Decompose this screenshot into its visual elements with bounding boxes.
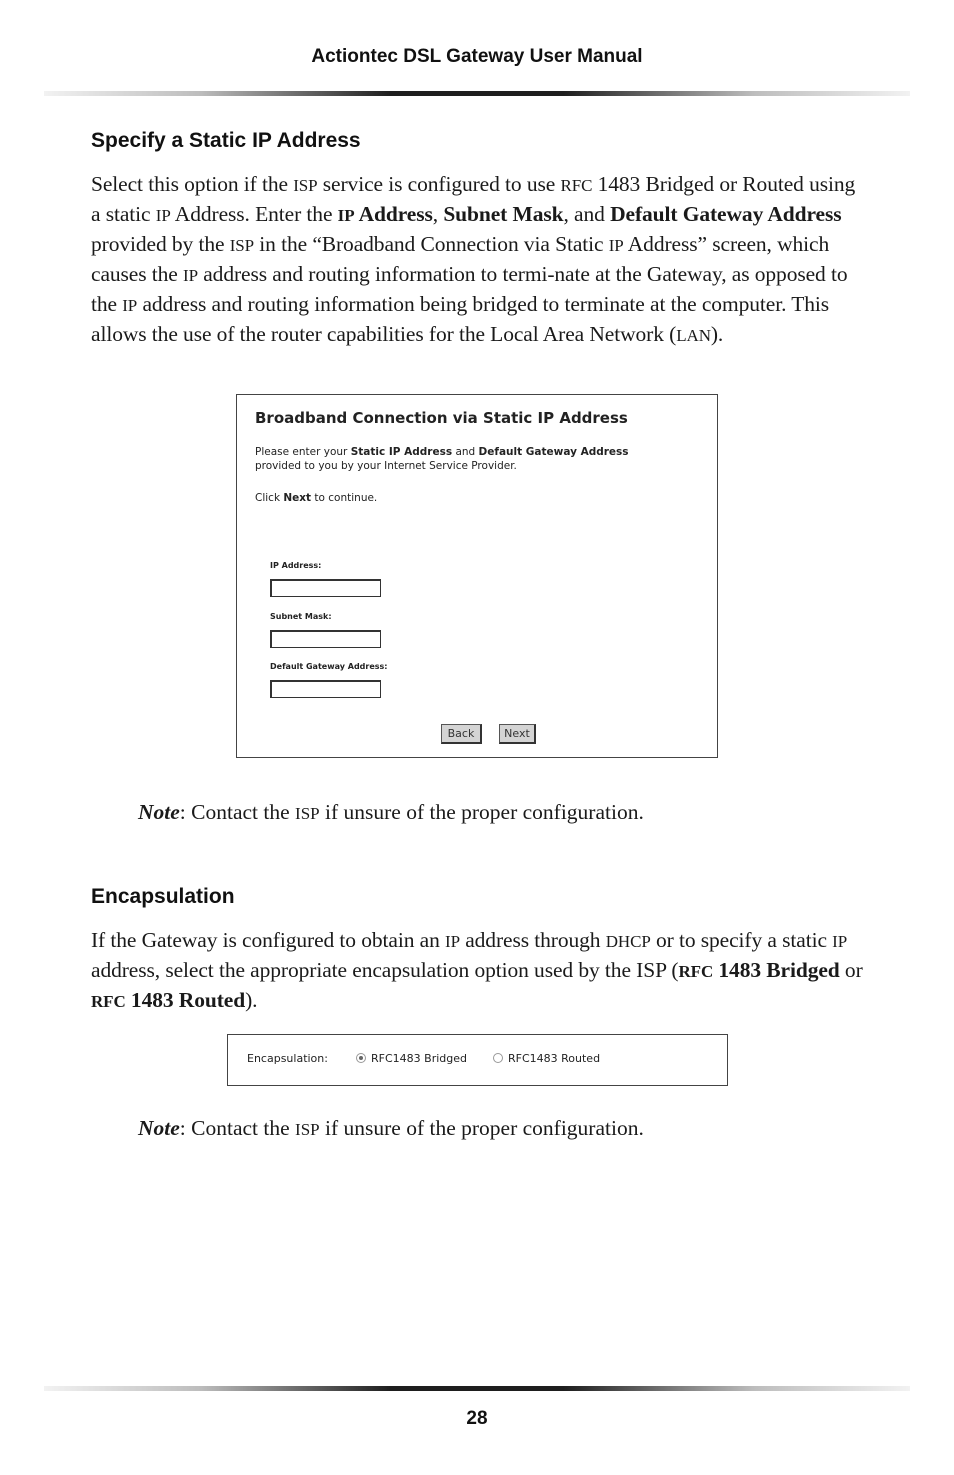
static-ip-screenshot <box>236 394 718 758</box>
back-button[interactable]: Back <box>441 724 482 744</box>
encapsulation-label: Encapsulation: <box>247 1052 328 1065</box>
page-header-title: Actiontec DSL Gateway User Manual <box>311 46 643 67</box>
screenshot-title: Broadband Connection via Static IP Address <box>255 409 628 427</box>
next-button[interactable]: Next <box>499 724 536 744</box>
subnet-mask-input[interactable] <box>270 630 381 648</box>
static-ip-paragraph: Select this option if the ISP service is configured to use RFC 1483 Bridged or Routed using a static IP Address. Enter the IP Address, Subnet Mask, and Default Gateway Address provided by the ISP in the “Broadband Connection via Static IP Address” screen, which causes the IP address and routing information to termi-nate at the Gateway, as opposed to the IP address and routing information being bridged to terminate at the computer. This allows the use of the router capabilities for the Local Area Network (LAN). <box>91 172 856 346</box>
encapsulation-paragraph: If the Gateway is configured to obtain an IP address through DHCP or to specify a static IP address, select the appropriate encapsulation option used by the ISP (RFC 1483 Bridged or RFC 1483 Routed). <box>91 928 863 1012</box>
option-rfc1483-bridged[interactable]: RFC1483 Bridged <box>371 1052 467 1065</box>
default-gateway-input[interactable] <box>270 680 381 698</box>
subnet-mask-label: Subnet Mask: <box>270 612 332 621</box>
ip-address-label: IP Address: <box>270 561 322 570</box>
note-static-ip: Note: Contact the ISP if unsure of the proper configuration. <box>138 800 644 824</box>
section-heading-static-ip: Specify a Static IP Address <box>91 129 361 152</box>
footer-rule <box>44 1386 910 1391</box>
screenshot-continue-text: Click Next to continue. <box>255 492 378 504</box>
encapsulation-screenshot <box>227 1034 728 1086</box>
ip-address-input[interactable] <box>270 579 381 597</box>
section-heading-encapsulation: Encapsulation <box>91 885 235 908</box>
option-rfc1483-routed[interactable]: RFC1483 Routed <box>508 1052 601 1065</box>
note-encapsulation: Note: Contact the ISP if unsure of the proper configuration. <box>138 1116 644 1140</box>
screenshot-instructions: Please enter your Static IP Address and Default Gateway Address provided to you by your Internet Service Provider. <box>255 446 629 472</box>
radio-rfc1483-bridged-icon[interactable] <box>356 1053 366 1063</box>
radio-rfc1483-routed-icon[interactable] <box>493 1053 503 1063</box>
default-gateway-label: Default Gateway Address: <box>270 662 388 671</box>
header-rule <box>44 91 910 96</box>
page-number: 28 <box>466 1408 488 1429</box>
